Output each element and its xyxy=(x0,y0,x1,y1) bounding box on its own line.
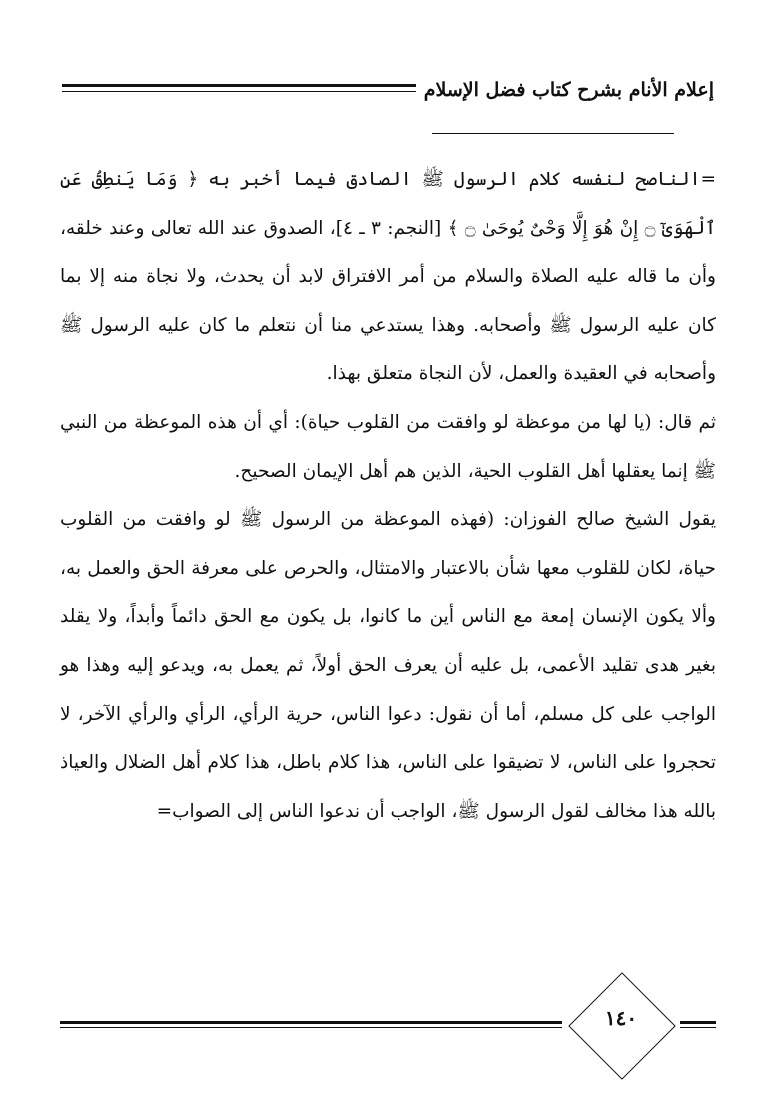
paragraph: ثم قال: (يا لها من موعظة لو وافقت من القلوب حياة): أي أن هذه الموعظة من النبي ﷺ إنما يعقلها أهل القلوب الحية، الذين هم أهل الإيمان الصحيح. xyxy=(60,411,716,482)
footer-rule-thick-left xyxy=(60,1021,562,1024)
paragraph: يقول الشيخ صالح الفوزان: (فهذه الموعظة من الرسول ﷺ لو وافقت من القلوب حياة، لكان للقلوب معها شأن بالاعتبار والامتثال، والحرص على معرفة الحق والعمل به، وألا يكون الإنسان إمعة مع الناس أين ما كانوا، بل يكون مع الحق دائماً وأبداً، ولا يقلد بغير هدى تقليد الأعمى، بل عليه أن يعرف الحق أولاً، ثم يعمل به، ويدعو إليه وهذا هو الواجب على كل مسلم، أما أن نقول: دعوا الناس، حرية الرأي، الرأي والرأي الآخر، لا تحجروا على الناس، لا تضيقوا على الناس، هذا كلام باطل، هذا كلام أهل الضلال والعياذ بالله هذا مخالف لقول الرسول ﷺ، الواجب أن ندعوا الناس إلى الصواب= xyxy=(60,509,716,822)
running-header xyxy=(62,72,714,108)
header-title: إعلام الأنام بشرح كتاب فضل الإسلام xyxy=(416,72,714,108)
footer-rule-thin-left xyxy=(60,1027,562,1028)
footer-rule-thick-right xyxy=(680,1021,716,1024)
page-footer xyxy=(60,984,716,1094)
page-body xyxy=(60,156,716,836)
page-number: ١٤٠ xyxy=(604,1006,638,1030)
paragraph: =الناصح لنفسه كلام الرسول ﷺ الصادق فيما أخبر به ﴿ وَمَا يَنطِقُ عَنِ ٱلْهَوَىٰٓ ۝ إِنْ هُوَ إِلَّا وَحْىٌ يُوحَىٰ ۝ ﴾ [النجم: ٣ ـ ٤]، الصدوق عند الله تعالى وعند خلقه، وأن ما قاله عليه الصلاة والسلام من أمر الافتراق لابد أن يحدث، ولا نجاة منه إلا بما كان عليه الرسول ﷺ وأصحابه. وهذا يستدعي منا أن نتعلم ما كان عليه الرسول ﷺ وأصحابه في العقيدة والعمل، لأن النجاة متعلق بهذا. xyxy=(60,169,716,385)
header-separator xyxy=(432,133,674,134)
footer-rule-thin-right xyxy=(680,1027,716,1028)
